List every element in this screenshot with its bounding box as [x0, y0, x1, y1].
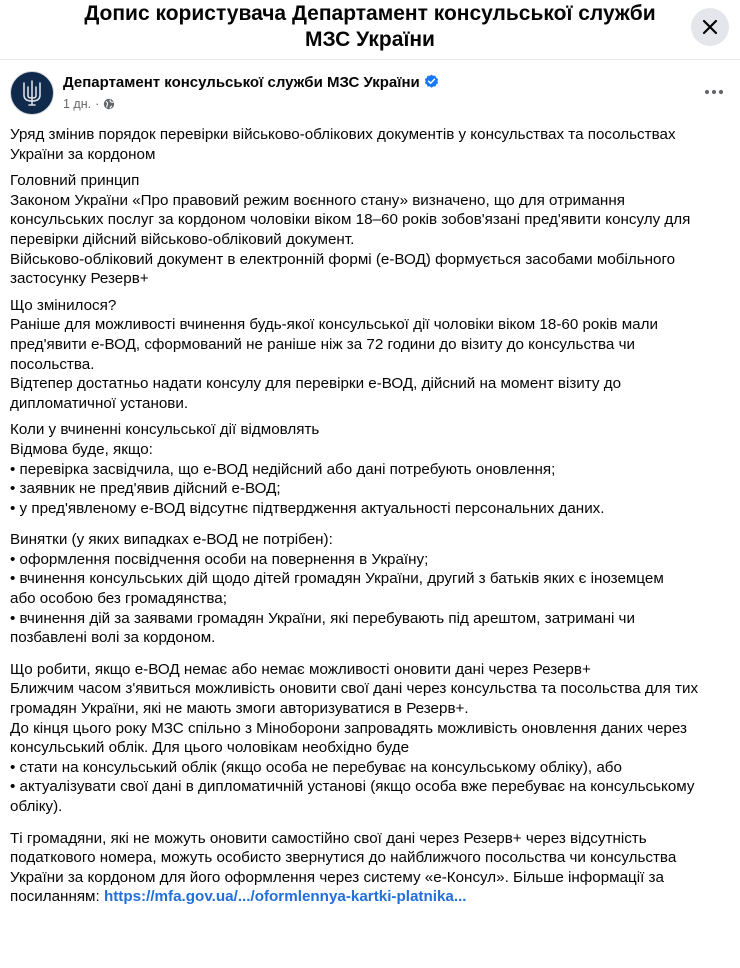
- section-principle: [10, 171, 732, 289]
- text-line: Законом України «Про правовий режим воєнного стану» визначено, що для отримання: [10, 191, 625, 209]
- text-line: дипломатичної установи.: [10, 394, 189, 412]
- list-item: або особою без громадянства;: [10, 590, 227, 608]
- post-meta: [63, 96, 115, 112]
- list-item: • заявник не пред'явив дійсний е-ВОД;: [10, 480, 281, 498]
- verified-badge-icon: [424, 74, 439, 89]
- section-closing: [10, 829, 732, 907]
- text-line: пред'явити е-ВОД, сформований не раніше ніж за 72 години до візиту до консульства чи: [10, 335, 635, 353]
- post-body: [10, 125, 732, 914]
- section-heading: Що змінилося?: [10, 296, 117, 314]
- text-line: Раніше для можливості вчинення будь-якої консульської дії чоловіки віком 18-60 років мали: [10, 316, 658, 334]
- mfa-link[interactable]: https://mfa.gov.ua/.../oformlennya-kartki-platnika...: [103, 888, 467, 906]
- text-line: громадян України, які не мають змоги авторизуватися в Резерв+.: [10, 700, 469, 718]
- list-item: • вчинення дій за заявами громадян України, які перебувають під арештом, затримані чи: [10, 609, 635, 627]
- text-line: консульський облік. Для цього чоловікам необхідно буде: [10, 739, 410, 757]
- section-changes: [10, 296, 732, 414]
- author-name-text[interactable]: Департамент консульської служби МЗС України: [63, 74, 420, 91]
- text-line: Ближчим часом з'явиться можливість оновити свої дані через консульства та посольства для тих: [10, 680, 699, 698]
- list-item: • у пред'явленому е-ВОД відсутнє підтвердження актуальності персональних даних.: [10, 499, 605, 517]
- text-line: посольства.: [10, 355, 95, 373]
- list-item: позбавлені волі за кордоном.: [10, 629, 216, 647]
- section-heading: Коли у вчиненні консульської дії відмовлять: [10, 421, 320, 439]
- text-line: консульських послуг за кордоном чоловіки віком 18–60 років зобов'язані пред'явити консулу для: [10, 211, 691, 229]
- list-item: обліку).: [10, 798, 63, 815]
- section-what-to-do: [10, 660, 732, 817]
- closing-prefix: посиланням:: [10, 888, 104, 906]
- text-line: Відмова буде, якщо:: [10, 440, 153, 458]
- section-refusal: [10, 420, 732, 518]
- post-headline: [10, 125, 732, 164]
- list-item: • актуалізувати свої дані в дипломатичній установі (якщо особа вже перебуває на консульському: [10, 778, 695, 796]
- text-line: податкового номера, можуть особисто звернутися до найближчого посольства чи консульства: [10, 849, 677, 867]
- dialog-title: [60, 1, 680, 53]
- text-line: [10, 887, 732, 907]
- text-line: Уряд змінив порядок перевірки військово-облікових документів у консульствах та посольствах: [10, 126, 676, 143]
- section-heading: Винятки (у яких випадках е-ВОД не потрібен):: [10, 531, 333, 549]
- text-line: Військово-обліковий документ в електронній формі (е-ВОД) формується засобами мобільного: [10, 250, 676, 268]
- text-line: України за кордоном для його оформлення через систему «е-Консул». Більше інформації за: [10, 868, 664, 886]
- dialog-title-line: МЗС України: [305, 28, 435, 51]
- list-item: • вчинення консульських дій щодо дітей громадян України, другий з батьків яких є іноземцем: [10, 570, 664, 588]
- post-header: [10, 68, 730, 118]
- list-item: • перевірка засвідчила, що е-ВОД недійсний або дані потребують оновлення;: [10, 460, 556, 478]
- text-line: До кінця цього року МЗС спільно з Міноборони запровадять можливість оновлення даних через: [10, 719, 687, 737]
- section-heading: Що робити, якщо е-ВОД немає або немає можливості оновити дані через Резерв+: [10, 660, 591, 678]
- more-horizontal-icon: [704, 89, 724, 95]
- author-name[interactable]: [63, 73, 439, 93]
- text-line: України за кордоном: [10, 145, 156, 163]
- close-icon: [702, 19, 718, 35]
- section-exceptions: [10, 530, 732, 648]
- list-item: • оформлення посвідчення особи на повернення в Україну;: [10, 550, 429, 568]
- close-button[interactable]: [691, 8, 729, 46]
- text-line: перевірки дійсний військово-обліковий документ.: [10, 230, 355, 248]
- more-options-button[interactable]: [698, 76, 730, 108]
- section-heading: Головний принцип: [10, 172, 140, 190]
- meta-separator: ·: [95, 97, 100, 111]
- post-time[interactable]: 1 дн.: [63, 97, 92, 111]
- trident-emblem-icon: [21, 79, 43, 107]
- list-item: • стати на консульський облік (якщо особа не перебуває на консульському обліку), або: [10, 758, 622, 776]
- text-line: застосунку Резерв+: [10, 270, 149, 288]
- text-line: Ті громадяни, які не можуть оновити самостійно свої дані через Резерв+ через відсутність: [10, 829, 647, 847]
- avatar[interactable]: [10, 71, 54, 115]
- globe-icon: [103, 98, 115, 110]
- dialog-title-line: Допис користувача Департамент консульської служби: [84, 2, 656, 25]
- dialog-header: [0, 0, 740, 60]
- text-line: Відтепер достатньо надати консулу для перевірки е-ВОД, дійсний на момент візиту до: [10, 375, 622, 393]
